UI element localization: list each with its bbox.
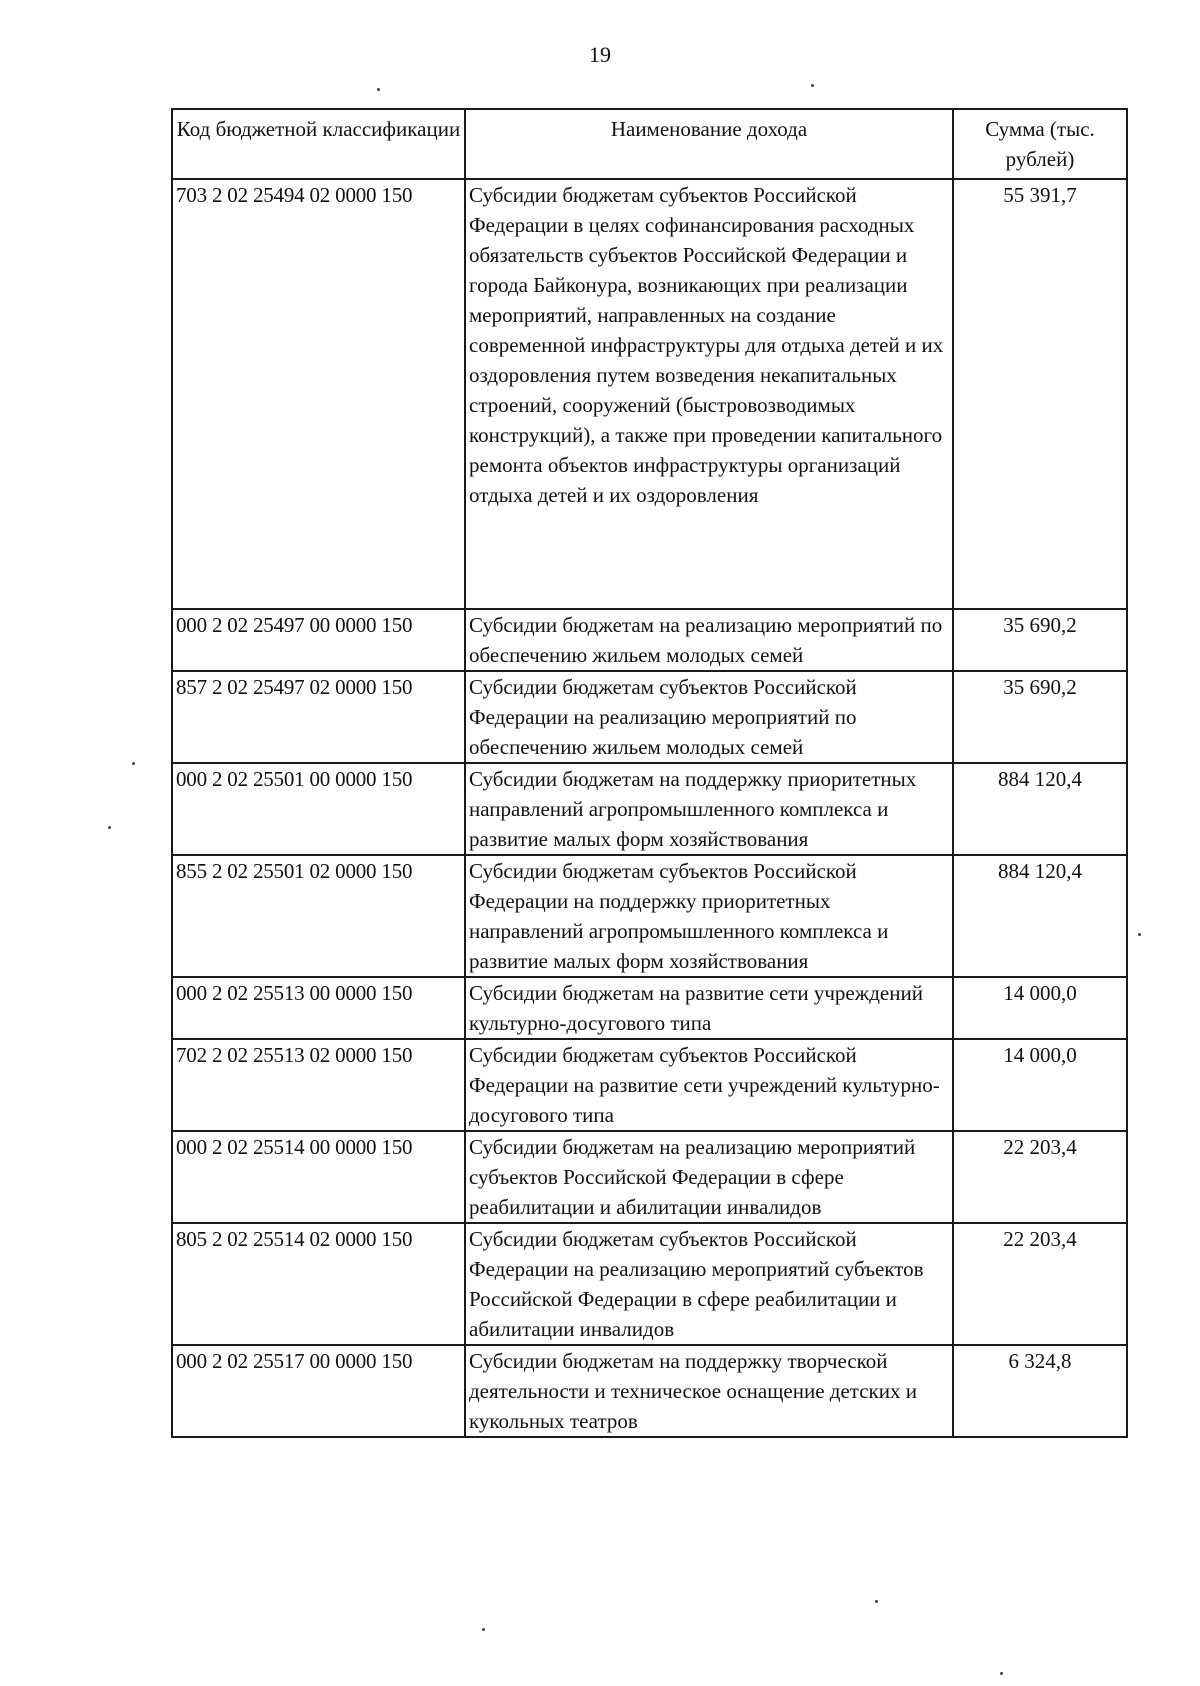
row-sum: 22 203,4 <box>953 1223 1127 1345</box>
row-name: Субсидии бюджетам на поддержку творческой деятельности и техническое оснащение детских и кукольных театров <box>465 1345 953 1437</box>
row-code: 703 2 02 25494 02 0000 150 <box>172 179 465 609</box>
row-sum: 6 324,8 <box>953 1345 1127 1437</box>
scan-speck <box>482 1628 485 1631</box>
table-row <box>172 609 1127 671</box>
scan-speck <box>811 84 814 87</box>
row-sum: 884 120,4 <box>953 763 1127 855</box>
scan-speck <box>1000 1672 1003 1675</box>
header-sum: Сумма (тыс. рублей) <box>953 109 1127 179</box>
row-code: 000 2 02 25513 00 0000 150 <box>172 977 465 1039</box>
header-code: Код бюджетной классификации <box>172 109 465 179</box>
scan-speck <box>108 826 111 829</box>
row-code: 855 2 02 25501 02 0000 150 <box>172 855 465 977</box>
table-row <box>172 671 1127 763</box>
row-name: Субсидии бюджетам субъектов Российской Федерации на реализацию мероприятий по обеспечению жильем молодых семей <box>465 671 953 763</box>
table-row <box>172 179 1127 609</box>
row-name: Субсидии бюджетам субъектов Российской Федерации на реализацию мероприятий субъектов Российской Федерации в сфере реабилитации и абилитации инвалидов <box>465 1223 953 1345</box>
scan-speck <box>1138 933 1141 936</box>
row-sum: 884 120,4 <box>953 855 1127 977</box>
table-row <box>172 1131 1127 1223</box>
row-code: 000 2 02 25497 00 0000 150 <box>172 609 465 671</box>
table-row <box>172 763 1127 855</box>
table-row <box>172 1345 1127 1437</box>
table-row <box>172 1039 1127 1131</box>
scan-speck <box>377 88 380 91</box>
row-sum: 14 000,0 <box>953 977 1127 1039</box>
table-row <box>172 855 1127 977</box>
header-name: Наименование дохода <box>465 109 953 179</box>
budget-table <box>171 108 1128 1438</box>
row-code: 702 2 02 25513 02 0000 150 <box>172 1039 465 1131</box>
row-name: Субсидии бюджетам субъектов Российской Федерации в целях софинансирования расходных обязательств субъектов Российской Федерации и города Байконура, возникающих при реализации мероприятий, направленных на создание современной инфраструктуры для отдыха детей и их оздоровления путем возведения некапитальных строений, сооружений (быстровозводимых конструкций), а также при проведении капитального ремонта объектов инфраструктуры организаций отдыха детей и их оздоровления <box>465 179 953 609</box>
scan-speck <box>132 762 135 765</box>
table-header-row <box>172 109 1127 179</box>
row-sum: 14 000,0 <box>953 1039 1127 1131</box>
scan-speck <box>875 1600 878 1603</box>
row-code: 000 2 02 25514 00 0000 150 <box>172 1131 465 1223</box>
row-sum: 35 690,2 <box>953 671 1127 763</box>
row-sum: 35 690,2 <box>953 609 1127 671</box>
row-sum: 22 203,4 <box>953 1131 1127 1223</box>
row-code: 000 2 02 25501 00 0000 150 <box>172 763 465 855</box>
row-code: 857 2 02 25497 02 0000 150 <box>172 671 465 763</box>
row-name: Субсидии бюджетам на реализацию мероприятий субъектов Российской Федерации в сфере реабилитации и абилитации инвалидов <box>465 1131 953 1223</box>
table-row <box>172 977 1127 1039</box>
row-name: Субсидии бюджетам субъектов Российской Федерации на развитие сети учреждений культурно-досугового типа <box>465 1039 953 1131</box>
row-name: Субсидии бюджетам субъектов Российской Федерации на поддержку приоритетных направлений агропромышленного комплекса и развитие малых форм хозяйствования <box>465 855 953 977</box>
row-code: 805 2 02 25514 02 0000 150 <box>172 1223 465 1345</box>
row-name: Субсидии бюджетам на реализацию мероприятий по обеспечению жильем молодых семей <box>465 609 953 671</box>
page-number: 19 <box>589 42 611 67</box>
row-name: Субсидии бюджетам на развитие сети учреждений культурно-досугового типа <box>465 977 953 1039</box>
table-row <box>172 1223 1127 1345</box>
row-sum: 55 391,7 <box>953 179 1127 609</box>
row-code: 000 2 02 25517 00 0000 150 <box>172 1345 465 1437</box>
row-name: Субсидии бюджетам на поддержку приоритетных направлений агропромышленного комплекса и развитие малых форм хозяйствования <box>465 763 953 855</box>
